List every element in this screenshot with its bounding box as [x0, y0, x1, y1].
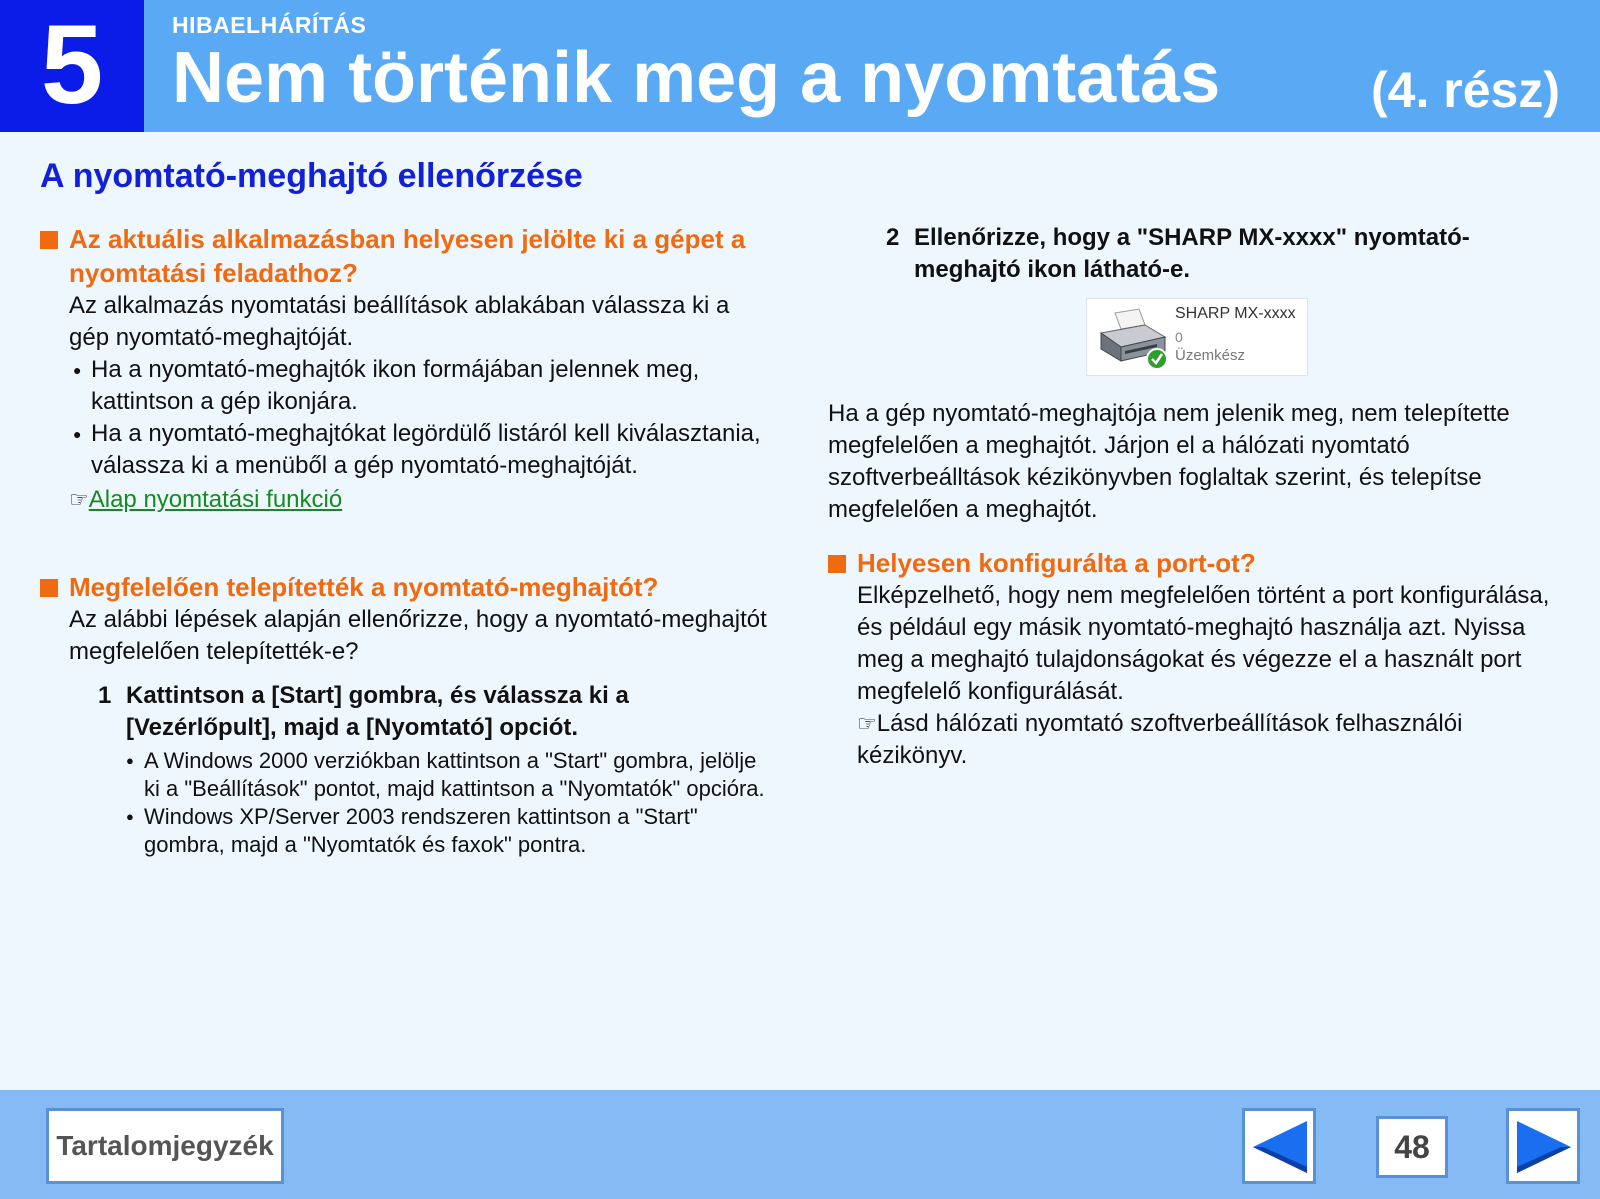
pointing-hand-icon: ☞: [857, 711, 877, 736]
step-bullet-item: ● Windows XP/Server 2003 rendszeren kattintson a "Start" gombra, majd a "Nyomtatók és faxok" pontra.: [40, 803, 770, 859]
square-bullet-icon: [40, 231, 58, 249]
basic-print-function-link[interactable]: Alap nyomtatási funkció: [88, 486, 343, 513]
step-1: 1 Kattintson a [Start] gombra, és válassza ki a [Vezérlőpult], majd a [Nyomtató] opciót.: [98, 682, 629, 741]
question-heading-2: Megfelelően telepítették a nyomtató-meghajtót?: [40, 570, 770, 604]
reference-link-row: [40, 482, 770, 518]
printer-name: SHARP MX-xxxx: [1175, 305, 1296, 322]
page-footer: [0, 1090, 1600, 1199]
next-page-button[interactable]: [1506, 1108, 1580, 1184]
driver-not-shown-text: Ha a gép nyomtató-meghajtója nem jelenik meg, nem telepítette megfelelően a meghajtót. Járjon el a hálózati nyomtató szoftverbeálltások kézikönyvben foglaltak szerint, és telepítse megfelelően a meghajtót.: [828, 400, 1510, 523]
step-number: 2: [886, 224, 900, 251]
arrow-right-icon: [1513, 1117, 1575, 1177]
step-number: 1: [98, 682, 112, 709]
page-number: 48: [1376, 1116, 1448, 1178]
chapter-number: 5: [40, 2, 104, 127]
pointing-hand-icon: ☞: [69, 487, 89, 512]
bullet-item: ● Ha a nyomtató-meghajtók ikon formájában jelennek meg, kattintson a gép ikonjára.: [40, 354, 770, 418]
square-bullet-icon: [40, 579, 58, 597]
printer-driver-icon-card: [1086, 298, 1308, 376]
step-2: 2 Ellenőrizze, hogy a "SHARP MX-xxxx" nyomtató-meghajtó ikon látható-e.: [886, 224, 1470, 283]
square-bullet-icon: [828, 555, 846, 573]
left-column: [40, 222, 770, 859]
page-header: [0, 0, 1600, 132]
table-of-contents-button[interactable]: Tartalomjegyzék: [46, 1108, 284, 1184]
printer-ready-icon: [1095, 307, 1175, 371]
previous-page-button[interactable]: [1242, 1108, 1316, 1184]
question-text-2: Az alábbi lépések alapján ellenőrizze, hogy a nyomtató-meghajtót megfelelően telepítették-e?: [69, 606, 767, 665]
section-label: HIBAELHÁRÍTÁS: [172, 12, 367, 38]
right-column: [828, 222, 1558, 772]
question-heading-3: Helyesen konfigurálta a port-ot?: [828, 546, 1558, 580]
question-text-3: Elképzelhető, hogy nem megfelelően történt a port konfigurálása, és például egy másik nyomtató-meghajtó használja azt. Nyissa meg a meghajtó tulajdonságokat és végezze el a használt port megfelelő konfigurálását.: [857, 582, 1550, 705]
arrow-left-icon: [1249, 1117, 1311, 1177]
step-bullet-item: ● A Windows 2000 verziókban kattintson a "Start" gombra, jelölje ki a "Beállítások" pontot, majd kattintson a "Nyomtatók" opcióra.: [40, 747, 770, 803]
question-heading-1: Az aktuális alkalmazásban helyesen jelölte ki a gépet a nyomtatási feladathoz?: [40, 222, 770, 290]
question-text-1: Az alkalmazás nyomtatási beállítások ablakában válassza ki a gép nyomtató-meghajtóját.: [69, 292, 730, 351]
bullet-item: ● Ha a nyomtató-meghajtókat legördülő listáról kell kiválasztania, válassza ki a menüből a gép nyomtató-meghajtóját.: [40, 418, 770, 482]
page-title: Nem történik meg a nyomtatás: [172, 38, 1221, 118]
part-label: (4. rész): [1371, 62, 1560, 118]
section-subtitle: A nyomtató-meghajtó ellenőrzése: [40, 157, 583, 195]
printer-status: Üzemkész: [1175, 347, 1246, 364]
chapter-badge: [0, 0, 144, 132]
reference-row: ☞Lásd hálózati nyomtató szoftverbeállítások felhasználói kézikönyv.: [857, 710, 1463, 769]
printer-job-count: 0: [1175, 329, 1183, 345]
